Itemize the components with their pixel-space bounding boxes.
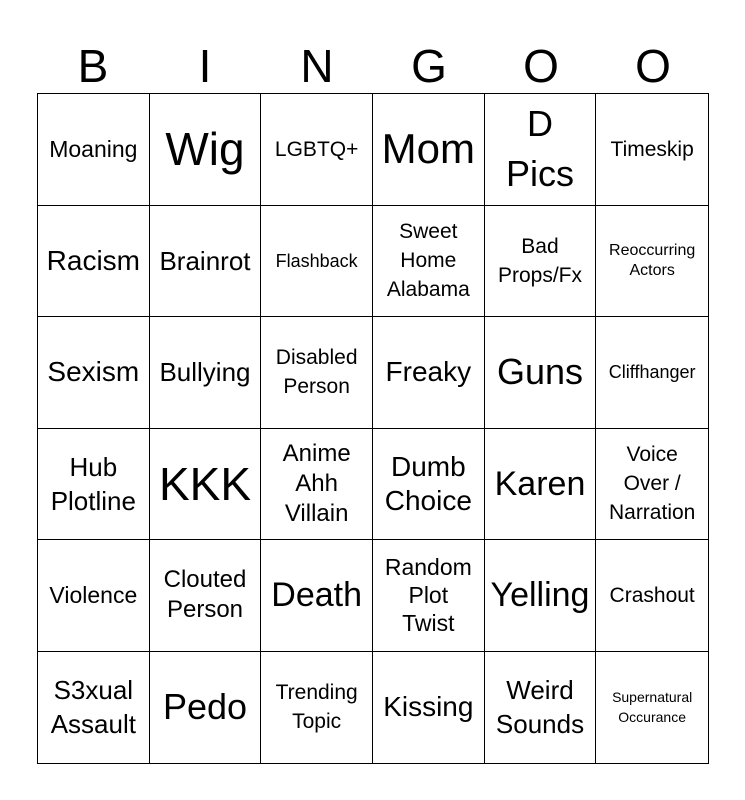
bingo-cell-freaky[interactable] (373, 317, 485, 429)
cell-text: Dumb Choice (384, 450, 472, 516)
cell-text: Hub Plotline (50, 451, 136, 516)
cell-text: Sexism (47, 356, 140, 388)
cell-text: Violence (49, 582, 138, 609)
cell-text: Voice Over / Narration (608, 443, 696, 525)
cell-text: Wig (165, 123, 245, 176)
bingo-cell-kissing[interactable] (373, 652, 485, 764)
bingo-cell-sweet-home-alabama[interactable] (373, 206, 485, 318)
header-letter-n: N (300, 40, 334, 92)
bingo-cell-crashout[interactable] (596, 540, 708, 652)
cell-text: LGBTQ+ (274, 137, 359, 161)
bingo-cell-kkk[interactable] (150, 429, 262, 541)
cell-text: Yelling (490, 576, 590, 615)
cell-text: Moaning (49, 136, 138, 163)
bingo-cell-s3xual-assault[interactable] (38, 652, 150, 764)
bingo-cell-death[interactable] (261, 540, 373, 652)
bingo-cell-mom[interactable] (373, 94, 485, 206)
bingo-cell-dumb-choice[interactable] (373, 429, 485, 541)
bingo-cell-karen[interactable] (485, 429, 597, 541)
bingo-cell-flashback[interactable] (261, 206, 373, 318)
bingo-cell-supernatural-occurance[interactable] (596, 652, 708, 764)
bingo-cell-sexism[interactable] (38, 317, 150, 429)
bingo-cell-pedo[interactable] (150, 652, 262, 764)
bingo-cell-clouted-person[interactable] (150, 540, 262, 652)
cell-text: Freaky (385, 356, 472, 388)
header-letter-b: B (77, 40, 109, 92)
bingo-cell-voice-over-narration[interactable] (596, 429, 708, 541)
cell-text: Death (271, 576, 363, 615)
cell-text: Disabled Person (275, 346, 358, 399)
cell-text: Karen (494, 464, 586, 503)
bingo-cell-weird-sounds[interactable] (485, 652, 597, 764)
header-letter-g: G (411, 40, 447, 92)
header-letter-o-2: O (635, 40, 671, 92)
bingo-cell-lgbtq[interactable] (261, 94, 373, 206)
cell-text: Brainrot (159, 245, 251, 276)
cell-text: S3xual Assault (50, 675, 136, 740)
cell-text: Pedo (162, 686, 248, 728)
bingo-cell-d-pics[interactable] (485, 94, 597, 206)
bingo-cell-guns[interactable] (485, 317, 597, 429)
cell-text: Clouted Person (163, 566, 247, 624)
bingo-cell-reoccurring-actors[interactable] (596, 206, 708, 318)
cell-text: Kissing (383, 691, 474, 723)
cell-text: Racism (46, 244, 140, 276)
cell-text: Bad Props/Fx (497, 234, 582, 287)
bingo-board (37, 93, 709, 764)
bingo-cell-bullying[interactable] (150, 317, 262, 429)
cell-text: Supernatural Occurance (612, 689, 693, 726)
bingo-cell-brainrot[interactable] (150, 206, 262, 318)
cell-text: Bullying (159, 357, 251, 388)
cell-text: Anime Ahh Villain (282, 439, 351, 527)
header-letter-o: O (523, 40, 559, 92)
bingo-cell-bad-props-fx[interactable] (485, 206, 597, 318)
bingo-cell-disabled-person[interactable] (261, 317, 373, 429)
bingo-header (37, 38, 709, 94)
bingo-cell-anime-ahh-villain[interactable] (261, 429, 373, 541)
cell-text: D Pics (505, 103, 574, 195)
cell-text: Guns (496, 351, 584, 393)
bingo-cell-moaning[interactable] (38, 94, 150, 206)
cell-text: Weird Sounds (495, 675, 585, 740)
cell-text: Crashout (609, 583, 695, 607)
bingo-cell-timeskip[interactable] (596, 94, 708, 206)
bingo-cell-wig[interactable] (150, 94, 262, 206)
bingo-cell-trending-topic[interactable] (261, 652, 373, 764)
bingo-cell-yelling[interactable] (485, 540, 597, 652)
bingo-cell-cliffhanger[interactable] (596, 317, 708, 429)
cell-text: Flashback (275, 250, 358, 271)
cell-text: Reoccurring Actors (609, 241, 696, 279)
cell-text: Timeskip (610, 137, 694, 161)
bingo-cell-racism[interactable] (38, 206, 150, 318)
cell-text: Cliffhanger (608, 362, 696, 383)
cell-text: Trending Topic (275, 681, 358, 734)
cell-text: Mom (381, 125, 475, 173)
header-letter-i: I (198, 40, 212, 92)
cell-text: KKK (158, 457, 252, 510)
cell-text: Random Plot Twist (384, 554, 472, 637)
bingo-cell-random-plot-twist[interactable] (373, 540, 485, 652)
bingo-cell-violence[interactable] (38, 540, 150, 652)
bingo-cell-hub-plotline[interactable] (38, 429, 150, 541)
cell-text: Sweet Home Alabama (386, 220, 470, 302)
